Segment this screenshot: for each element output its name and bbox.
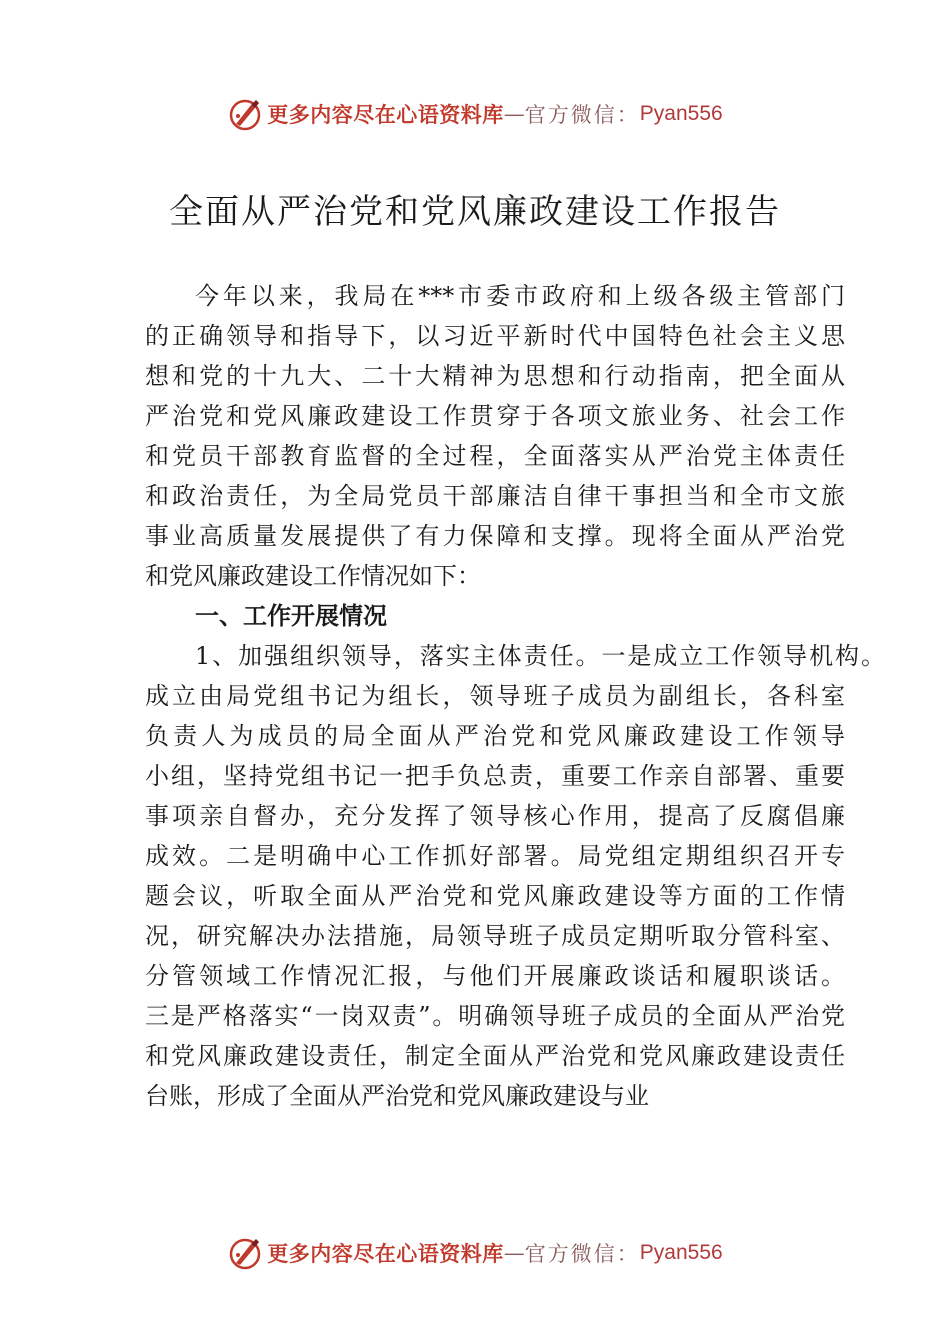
pen-circle-logo-icon — [227, 1235, 263, 1271]
pen-circle-logo-icon — [227, 96, 263, 132]
body-line: 三是严格落实“一岗双责”。明确领导班子成员的全面从严治党 — [145, 1002, 845, 1030]
body-line: 1、加强组织领导，落实主体责任。一是成立工作领导机构。 — [195, 642, 885, 670]
body-line: 题会议，听取全面从严治党和党风廉政建设等方面的工作情 — [145, 882, 845, 910]
body-line: 事项亲自督办，充分发挥了领导核心作用，提高了反腐倡廉 — [145, 802, 845, 830]
body-line: 况，研究解决办法措施，局领导班子成员定期听取分管科室、 — [145, 922, 845, 950]
body-line: 台账，形成了全面从严治党和党风廉政建设与业 — [145, 1082, 649, 1110]
body-line: 成效。二是明确中心工作抓好部署。局党组定期组织召开专 — [145, 842, 845, 870]
body-line: 和政治责任，为全局党员干部廉洁自律干事担当和全市文旅 — [145, 482, 845, 510]
body-line: 事业高质量发展提供了有力保障和支撑。现将全面从严治党 — [145, 522, 845, 550]
section-heading: 一、工作开展情况 — [195, 602, 387, 630]
body-line: 和党员干部教育监督的全过程，全面落实从严治党主体责任 — [145, 442, 845, 470]
document-title: 全面从严治党和党风廉政建设工作报告 — [169, 192, 781, 232]
body-line: 小组，坚持党组书记一把手负总责，重要工作亲自部署、重要 — [145, 762, 845, 790]
body-line: 成立由局党组书记为组长，领导班子成员为副组长，各科室 — [145, 682, 845, 710]
watermark-banner-bottom — [0, 1233, 950, 1273]
body-line: 和党风廉政建设责任，制定全面从严治党和党风廉政建设责任 — [145, 1042, 845, 1070]
watermark-banner-top — [0, 94, 950, 134]
body-line: 分管领域工作情况汇报，与他们开展廉政谈话和履职谈话。 — [145, 962, 845, 990]
body-line: 的正确领导和指导下，以习近平新时代中国特色社会主义思 — [145, 322, 845, 350]
watermark-dash: — — [503, 102, 525, 126]
watermark-wechat-id: Pyan556 — [639, 1241, 723, 1264]
body-line: 今年以来，我局在***市委市政府和上级各级主管部门 — [195, 282, 845, 310]
watermark-brand: 更多内容尽在心语资料库 — [267, 102, 504, 127]
watermark-brand: 更多内容尽在心语资料库 — [267, 1241, 504, 1266]
body-line: 负责人为成员的局全面从严治党和党风廉政建设工作领导 — [145, 722, 845, 750]
body-line: 严治党和党风廉政建设工作贯穿于各项文旅业务、社会工作 — [145, 402, 845, 430]
body-line: 想和党的十九大、二十大精神为思想和行动指南，把全面从 — [145, 362, 845, 390]
watermark-wechat-label: 官方微信： — [524, 103, 640, 127]
watermark-dash: — — [503, 1241, 525, 1265]
document-body — [145, 276, 885, 1116]
watermark-wechat-id: Pyan556 — [639, 102, 723, 125]
body-line: 和党风廉政建设工作情况如下： — [145, 562, 481, 590]
watermark-wechat-label: 官方微信： — [524, 1242, 640, 1266]
